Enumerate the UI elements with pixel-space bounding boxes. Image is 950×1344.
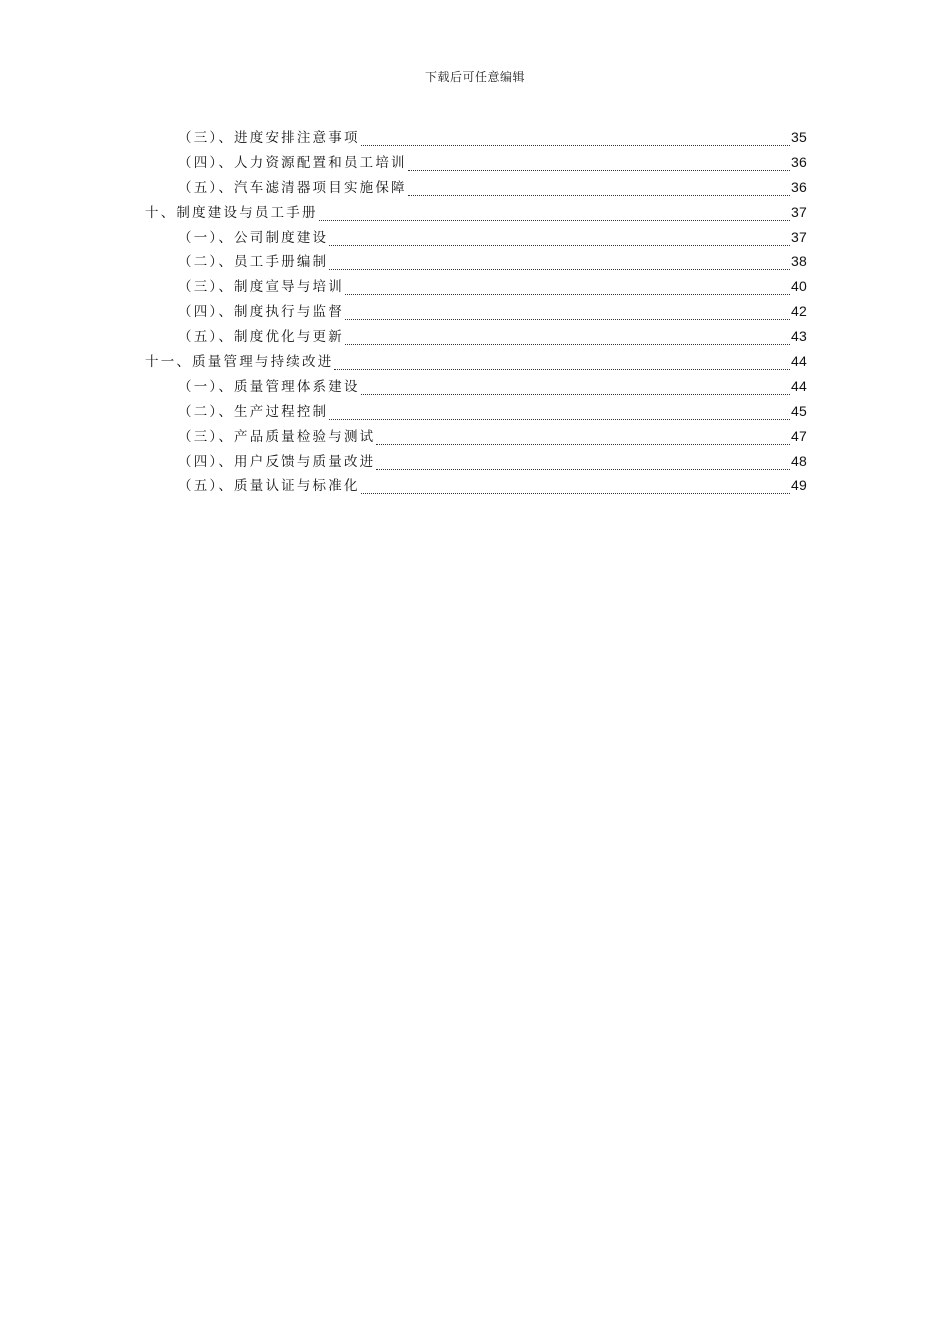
toc-entry[interactable]: [145, 225, 807, 250]
toc-entry-title: （二）、员工手册编制: [178, 254, 329, 271]
toc-dot-leader: [376, 443, 790, 445]
toc-entry-title: （五）、制度优化与更新: [178, 329, 344, 346]
toc-page-number: 43: [791, 328, 807, 345]
toc-entry[interactable]: [145, 150, 807, 175]
toc-page-number: 44: [791, 353, 807, 370]
toc-dot-leader: [329, 244, 790, 246]
table-of-contents: [145, 125, 807, 498]
toc-dot-leader: [361, 492, 790, 494]
toc-page-number: 37: [791, 228, 807, 245]
toc-entry[interactable]: [145, 200, 807, 225]
toc-entry[interactable]: [145, 324, 807, 349]
toc-page-number: 36: [791, 178, 807, 195]
toc-page-number: 42: [791, 303, 807, 320]
toc-dot-leader: [408, 194, 790, 196]
toc-entry[interactable]: [145, 349, 807, 374]
toc-page-number: 48: [791, 452, 807, 469]
toc-entry-title: （一）、公司制度建设: [178, 229, 329, 246]
toc-entry[interactable]: [145, 374, 807, 399]
toc-entry[interactable]: [145, 299, 807, 324]
toc-page-number: 40: [791, 278, 807, 295]
toc-dot-leader: [345, 318, 790, 320]
toc-entry-title: （三）、进度安排注意事项: [178, 130, 360, 146]
toc-entry-title: （一）、质量管理体系建设: [178, 378, 360, 395]
toc-dot-leader: [408, 169, 790, 171]
toc-page-number: 44: [791, 377, 807, 394]
toc-entry[interactable]: [145, 424, 807, 449]
toc-dot-leader: [329, 268, 790, 270]
toc-entry-title: （五）、汽车滤清器项目实施保障: [178, 179, 407, 196]
toc-dot-leader: [345, 343, 790, 345]
toc-entry[interactable]: [145, 449, 807, 474]
toc-entry-title: （四）、用户反馈与质量改进: [178, 453, 376, 470]
toc-entry-title: 十一、质量管理与持续改进: [145, 354, 334, 371]
toc-page-number: 37: [791, 203, 807, 220]
toc-page-number: 45: [791, 402, 807, 419]
toc-entry-title: （三）、产品质量检验与测试: [178, 428, 376, 445]
toc-page-number: 47: [791, 427, 807, 444]
toc-entry-title: （五）、质量认证与标准化: [178, 478, 360, 495]
toc-dot-leader: [334, 368, 790, 370]
toc-entry[interactable]: [145, 473, 807, 498]
toc-entry[interactable]: [145, 274, 807, 299]
toc-entry-title: （四）、制度执行与监督: [178, 304, 344, 321]
toc-entry[interactable]: [145, 399, 807, 424]
toc-dot-leader: [376, 468, 790, 470]
page-header: 下载后可任意编辑: [424, 70, 525, 84]
toc-page-number: 35: [791, 129, 807, 145]
toc-entry-title: （二）、生产过程控制: [178, 403, 329, 420]
toc-page-number: 49: [791, 477, 807, 494]
toc-dot-leader: [319, 219, 790, 221]
toc-dot-leader: [345, 293, 790, 295]
toc-entry[interactable]: [145, 125, 807, 150]
toc-entry-title: （三）、制度宣导与培训: [178, 279, 344, 296]
toc-entry[interactable]: [145, 249, 807, 274]
toc-entry[interactable]: [145, 175, 807, 200]
toc-entry-title: （四）、人力资源配置和员工培训: [178, 154, 407, 171]
toc-page-number: 36: [791, 153, 807, 170]
toc-dot-leader: [361, 144, 790, 146]
toc-entry-title: 十、制度建设与员工手册: [145, 204, 318, 221]
toc-page-number: 38: [791, 253, 807, 270]
toc-dot-leader: [361, 393, 790, 395]
toc-dot-leader: [329, 418, 790, 420]
